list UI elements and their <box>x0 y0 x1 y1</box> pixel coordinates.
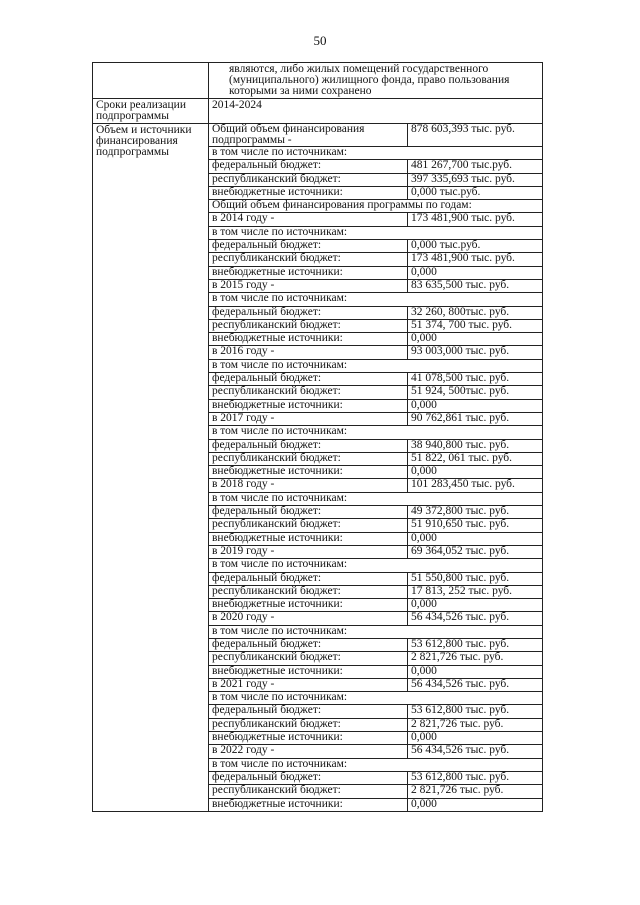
fin-year-republic-label: республиканский бюджет: <box>212 318 341 331</box>
years-container <box>209 212 542 810</box>
fin-federal-row <box>209 159 542 172</box>
fin-year-federal-label: федеральный бюджет: <box>212 372 322 385</box>
fin-year-extra-value: 0,000 <box>407 732 542 744</box>
fin-year-federal-value: 51 550,800 тыс. руб. <box>407 573 542 585</box>
fin-year-extra-value: 0,000 <box>407 267 542 279</box>
fin-year-year-value: 101 283,450 тыс. руб. <box>407 479 542 491</box>
fin-year-federal-row <box>209 239 542 252</box>
fin-year-extra-label: внебюджетные источники: <box>212 398 343 411</box>
intro-line: которыми за ними сохранено <box>229 85 372 97</box>
fin-year-sources-row <box>209 758 542 771</box>
fin-year-sources-row <box>209 226 542 239</box>
fin-year-year-value: 69 364,052 тыс. руб. <box>407 546 542 558</box>
fin-year-republic-label: республиканский бюджет: <box>212 584 341 597</box>
fin-year-extra-label: внебюджетные источники: <box>212 265 343 278</box>
fin-year-federal-value: 53 612,800 тыс. руб. <box>407 705 542 717</box>
fin-year-sources-row <box>209 625 542 638</box>
fin-year-year-row <box>209 279 542 292</box>
fin-year-republic-label: республиканский бюджет: <box>212 252 341 265</box>
fin-year-federal-row <box>209 505 542 518</box>
fin-year-republic-row <box>209 585 542 598</box>
fin-year-extra-value: 0,000 <box>407 799 542 811</box>
fin-year-federal-label: федеральный бюджет: <box>212 770 322 783</box>
term-label: Сроки реализации подпрограммы <box>93 99 209 123</box>
fin-year-republic-value: 173 481,900 тыс. руб. <box>407 253 542 265</box>
fin-year-year-value: 173 481,900 тыс. руб. <box>407 213 542 225</box>
fin-year-federal-row <box>209 572 542 585</box>
fin-year-republic-value: 51 924, 500тыс. руб. <box>407 386 542 398</box>
fin-year-extra-value: 0,000 <box>407 599 542 611</box>
fin-year-republic-value: 51 822, 061 тыс. руб. <box>407 453 542 465</box>
fin-year-sources-label: в том числе по источникам: <box>212 225 348 238</box>
fin-year-year-label: в 2014 году - <box>212 212 275 225</box>
fin-sources-label: в том числе по источникам: <box>212 146 348 158</box>
fin-year-year-label: в 2017 году - <box>212 411 275 424</box>
financing-block <box>209 124 542 811</box>
fin-year-federal-label: федеральный бюджет: <box>212 637 322 650</box>
fin-year-extra-value: 0,000 <box>407 466 542 478</box>
fin-year-year-row <box>209 744 542 757</box>
fin-year-year-row <box>209 478 542 491</box>
fin-year-republic-row <box>209 319 542 332</box>
fin-year-extra-row <box>209 731 542 744</box>
fin-extra-row <box>209 186 542 199</box>
subprogram-passport-table <box>92 62 543 812</box>
term-row <box>93 99 542 124</box>
page-number: 50 <box>313 33 327 48</box>
fin-year-extra-label: внебюджетные источники: <box>212 664 343 677</box>
fin-republic-value: 397 335,693 тыс. руб. <box>407 174 542 186</box>
fin-republic-label: республиканский бюджет: <box>212 172 341 185</box>
fin-year-year-label: в 2020 году - <box>212 611 275 624</box>
fin-year-extra-label: внебюджетные источники: <box>212 797 343 810</box>
fin-year-republic-label: республиканский бюджет: <box>212 717 341 730</box>
fin-year-extra-row <box>209 798 542 811</box>
fin-federal-value: 481 267,700 тыс.руб. <box>407 160 542 172</box>
fin-year-federal-value: 53 612,800 тыс. руб. <box>407 639 542 651</box>
fin-year-year-value: 93 003,000 тыс. руб. <box>407 346 542 358</box>
fin-total-value: 878 603,393 тыс. руб. <box>407 124 542 146</box>
intro-line: являются, либо жилых помещений государственного <box>229 63 489 75</box>
fin-year-federal-value: 0,000 тыс.руб. <box>407 240 542 252</box>
fin-by-years-row <box>209 199 542 212</box>
financing-label: Объем и источники финансирования подпрограммы <box>93 124 209 811</box>
fin-year-year-value: 83 635,500 тыс. руб. <box>407 280 542 292</box>
fin-year-year-row <box>209 545 542 558</box>
fin-year-year-row <box>209 678 542 691</box>
fin-year-year-value: 56 434,526 тыс. руб. <box>407 745 542 757</box>
fin-year-extra-value: 0,000 <box>407 666 542 678</box>
fin-year-federal-value: 32 260, 800тыс. руб. <box>407 307 542 319</box>
fin-year-year-row <box>209 412 542 425</box>
fin-year-extra-value: 0,000 <box>407 400 542 412</box>
fin-year-federal-value: 38 940,800 тыс. руб. <box>407 440 542 452</box>
fin-year-republic-value: 2 821,726 тыс. руб. <box>407 719 542 731</box>
fin-year-year-label: в 2021 году - <box>212 677 275 690</box>
fin-year-federal-row <box>209 306 542 319</box>
intro-text <box>209 63 542 98</box>
fin-year-republic-value: 2 821,726 тыс. руб. <box>407 785 542 797</box>
fin-year-extra-label: внебюджетные источники: <box>212 598 343 611</box>
fin-year-extra-row <box>209 332 542 345</box>
fin-year-republic-label: республиканский бюджет: <box>212 518 341 531</box>
fin-year-sources-label: в том числе по источникам: <box>212 491 348 504</box>
fin-year-sources-label: в том числе по источникам: <box>212 558 348 571</box>
fin-total-row <box>209 124 542 146</box>
fin-year-extra-row <box>209 266 542 279</box>
fin-year-sources-label: в том числе по источникам: <box>212 624 348 637</box>
fin-year-republic-row <box>209 784 542 797</box>
financing-row <box>93 124 542 812</box>
fin-year-federal-value: 49 372,800 тыс. руб. <box>407 506 542 518</box>
fin-year-republic-value: 17 813, 252 тыс. руб. <box>407 586 542 598</box>
fin-year-republic-row <box>209 718 542 731</box>
fin-year-federal-row <box>209 704 542 717</box>
fin-year-sources-row <box>209 292 542 305</box>
fin-year-republic-value: 2 821,726 тыс. руб. <box>407 652 542 664</box>
fin-year-sources-row <box>209 359 542 372</box>
fin-year-extra-label: внебюджетные источники: <box>212 332 343 345</box>
fin-year-extra-row <box>209 532 542 545</box>
fin-year-republic-row <box>209 452 542 465</box>
fin-year-sources-row <box>209 492 542 505</box>
fin-extra-value: 0,000 тыс.руб. <box>407 187 542 199</box>
fin-year-federal-label: федеральный бюджет: <box>212 571 322 584</box>
fin-year-federal-label: федеральный бюджет: <box>212 704 322 717</box>
intro-left-cell <box>93 63 209 98</box>
fin-year-federal-value: 41 078,500 тыс. руб. <box>407 373 542 385</box>
fin-year-sources-label: в том числе по источникам: <box>212 292 348 305</box>
fin-year-extra-label: внебюджетные источники: <box>212 731 343 744</box>
fin-year-extra-row <box>209 598 542 611</box>
fin-year-year-label: в 2016 году - <box>212 345 275 358</box>
fin-year-republic-label: республиканский бюджет: <box>212 784 341 797</box>
fin-year-republic-label: республиканский бюджет: <box>212 651 341 664</box>
fin-year-year-label: в 2019 году - <box>212 544 275 557</box>
fin-year-republic-value: 51 910,650 тыс. руб. <box>407 519 542 531</box>
fin-year-republic-row <box>209 651 542 664</box>
fin-year-sources-label: в том числе по источникам: <box>212 358 348 371</box>
fin-year-federal-row <box>209 372 542 385</box>
fin-year-republic-value: 51 374, 700 тыс. руб. <box>407 320 542 332</box>
fin-year-federal-label: федеральный бюджет: <box>212 438 322 451</box>
fin-year-federal-row <box>209 771 542 784</box>
fin-year-sources-row <box>209 425 542 438</box>
fin-federal-label: федеральный бюджет: <box>212 159 322 172</box>
fin-year-federal-row <box>209 638 542 651</box>
fin-year-sources-label: в том числе по источникам: <box>212 425 348 438</box>
fin-year-sources-row <box>209 691 542 704</box>
fin-year-year-label: в 2015 году - <box>212 278 275 291</box>
fin-sources-row <box>209 146 542 159</box>
term-value: 2014-2024 <box>212 99 262 111</box>
fin-year-republic-label: республиканский бюджет: <box>212 385 341 398</box>
fin-year-year-value: 90 762,861 тыс. руб. <box>407 413 542 425</box>
intro-row <box>93 63 542 99</box>
fin-year-republic-label: республиканский бюджет: <box>212 451 341 464</box>
fin-year-year-label: в 2018 году - <box>212 478 275 491</box>
fin-extra-label: внебюджетные источники: <box>212 185 343 198</box>
fin-year-extra-value: 0,000 <box>407 333 542 345</box>
fin-year-federal-label: федеральный бюджет: <box>212 239 322 252</box>
fin-year-sources-label: в том числе по источникам: <box>212 691 348 704</box>
fin-year-republic-row <box>209 385 542 398</box>
fin-republic-row <box>209 173 542 186</box>
fin-year-extra-value: 0,000 <box>407 533 542 545</box>
fin-total-label: Общий объем финансирования подпрограммы - <box>212 123 365 146</box>
fin-by-years-label: Общий объем финансирования программы по годам: <box>212 199 472 212</box>
fin-year-year-row <box>209 611 542 624</box>
fin-year-republic-row <box>209 518 542 531</box>
fin-year-sources-label: в том числе по источникам: <box>212 757 348 770</box>
fin-year-extra-label: внебюджетные источники: <box>212 531 343 544</box>
fin-year-year-value: 56 434,526 тыс. руб. <box>407 612 542 624</box>
fin-year-extra-label: внебюджетные источники: <box>212 465 343 478</box>
fin-year-extra-row <box>209 665 542 678</box>
fin-year-federal-row <box>209 439 542 452</box>
intro-line: (муниципального) жилищного фонда, право пользования <box>229 74 510 86</box>
fin-year-sources-row <box>209 558 542 571</box>
fin-year-year-label: в 2022 году - <box>212 744 275 757</box>
fin-year-republic-row <box>209 252 542 265</box>
fin-year-federal-label: федеральный бюджет: <box>212 305 322 318</box>
fin-year-extra-row <box>209 399 542 412</box>
fin-year-year-value: 56 434,526 тыс. руб. <box>407 679 542 691</box>
fin-year-federal-label: федеральный бюджет: <box>212 505 322 518</box>
fin-year-extra-row <box>209 465 542 478</box>
fin-year-year-row <box>209 345 542 358</box>
fin-year-year-row <box>209 213 542 225</box>
fin-year-federal-value: 53 612,800 тыс. руб. <box>407 772 542 784</box>
